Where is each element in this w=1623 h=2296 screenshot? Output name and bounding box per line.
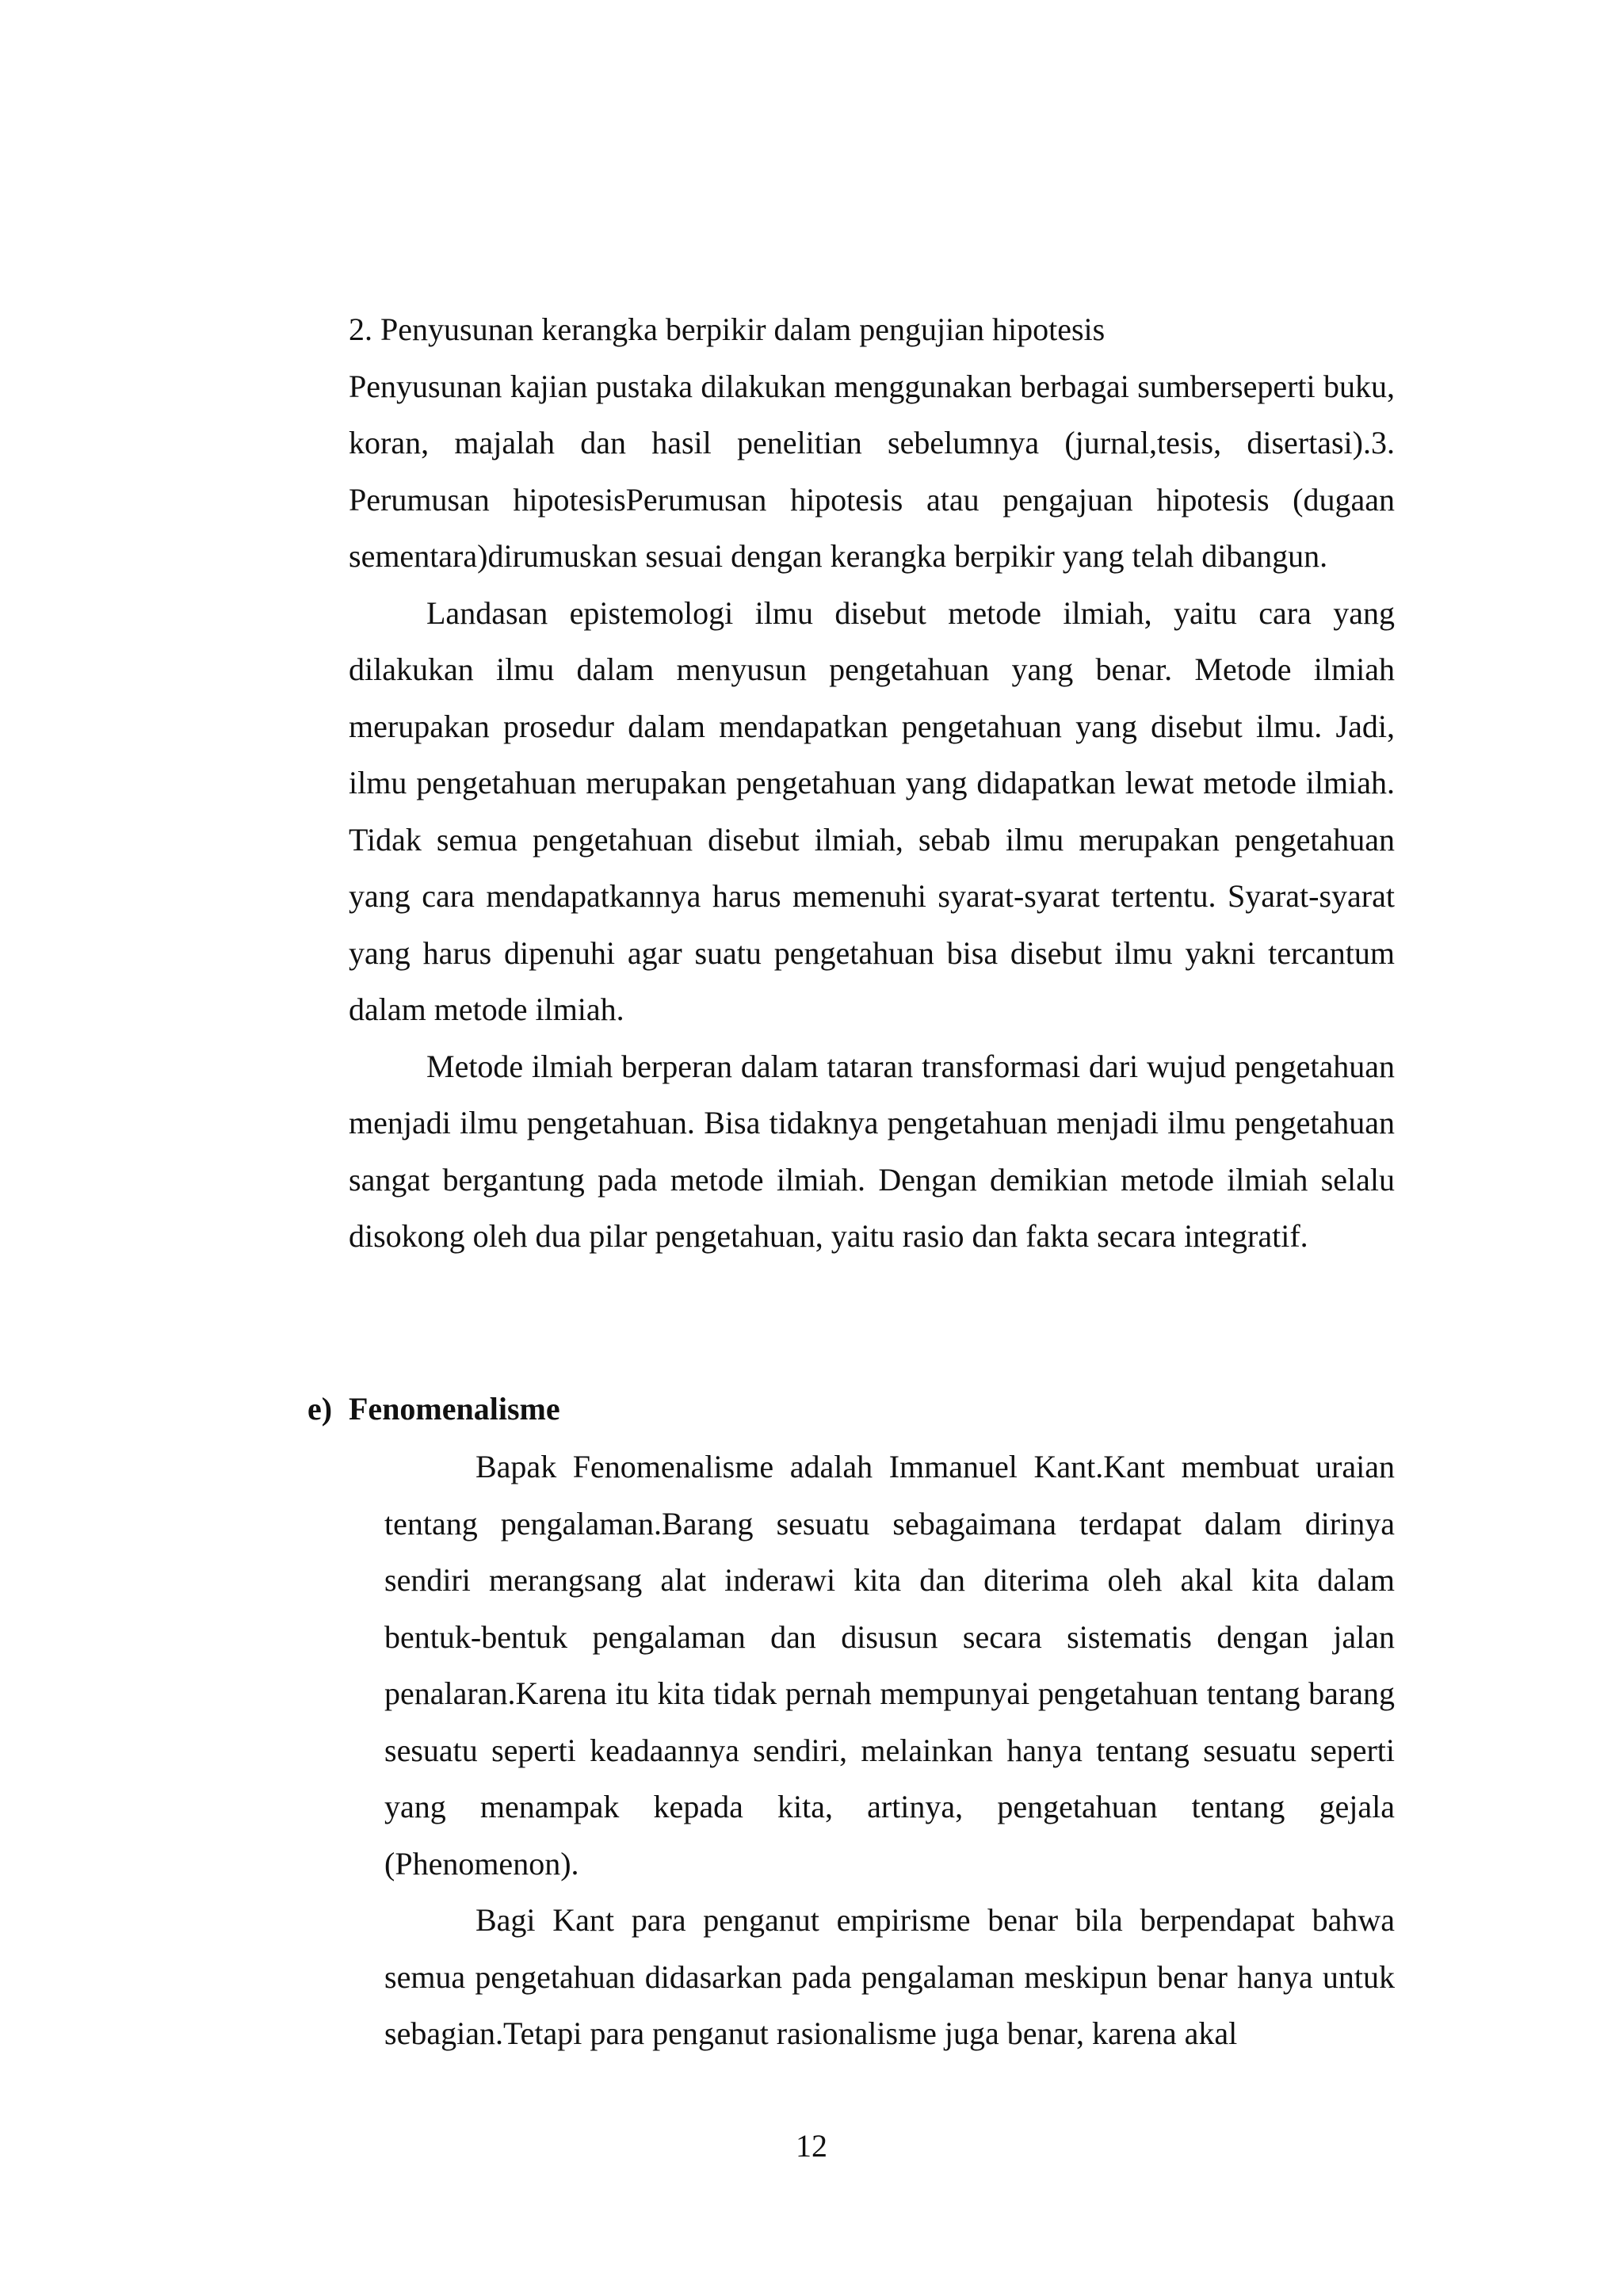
paragraph-empirisme: Bagi Kant para penganut empirisme benar bila berpendapat bahwa semua pengetahuan didasarkan pada pengalaman meskipun benar hanya untuk sebagian.Tetapi para penganut rasionalisme juga benar, karena akal: [384, 1902, 1395, 2051]
section-heading: [307, 1381, 560, 1438]
text-block-methods: [349, 301, 1395, 1265]
list-item-title: 2. Penyusunan kerangka berpikir dalam pengujian hipotesis: [349, 311, 1106, 347]
section-title: Fenomenalisme: [349, 1391, 560, 1427]
list-item-body: Penyusunan kajian pustaka dilakukan menggunakan berbagai sumberseperti buku, koran, majalah dan hasil penelitian sebelumnya (jurnal,tesis, disertasi).3. Perumusan hipotesisPerumusan hipotesis atau pengajuan hipotesis (dugaan sementara)dirumuskan sesuai dengan kerangka berpikir yang telah dibangun.: [349, 368, 1395, 574]
paragraph-epistemologi: Landasan epistemologi ilmu disebut metode ilmiah, yaitu cara yang dilakukan ilmu dalam menyusun pengetahuan yang benar. Metode ilmiah merupakan prosedur dalam mendapatkan pengetahuan yang disebut ilmu. Jadi, ilmu pengetahuan merupakan pengetahuan yang didapatkan lewat metode ilmiah. Tidak semua pengetahuan disebut ilmiah, sebab ilmu merupakan pengetahuan yang cara mendapatkannya harus memenuhi syarat-syarat tertentu. Syarat-syarat yang harus dipenuhi agar suatu pengetahuan bisa disebut ilmu yakni tercantum dalam metode ilmiah.: [349, 594, 1395, 1027]
paragraph-kant: Bapak Fenomenalisme adalah Immanuel Kant.Kant membuat uraian tentang pengalaman.Barang sesuatu sebagaimana terdapat dalam dirinya sendiri merangsang alat inderawi kita dan diterima oleh akal kita dalam bentuk-bentuk pengalaman dan disusun secara sistematis dengan jalan penalaran.Karena itu kita tidak pernah mempunyai pengetahuan tentang barang sesuatu seperti keadaannya sendiri, melainkan hanya tentang sesuatu seperti yang menampak kepada kita, artinya, pengetahuan tentang gejala (Phenomenon).: [384, 1449, 1395, 1881]
page-number: 12: [796, 2128, 827, 2164]
section-marker: e): [307, 1391, 333, 1427]
paragraph-metode-ilmiah: Metode ilmiah berperan dalam tataran transformasi dari wujud pengetahuan menjadi ilmu pengetahuan. Bisa tidaknya pengetahuan menjadi ilmu pengetahuan sangat bergantung pada metode ilmiah. Dengan demikian metode ilmiah selalu disokong oleh dua pilar pengetahuan, yaitu rasio dan fakta secara integratif.: [349, 1048, 1395, 1254]
text-block-fenomenalisme: [384, 1438, 1395, 2062]
